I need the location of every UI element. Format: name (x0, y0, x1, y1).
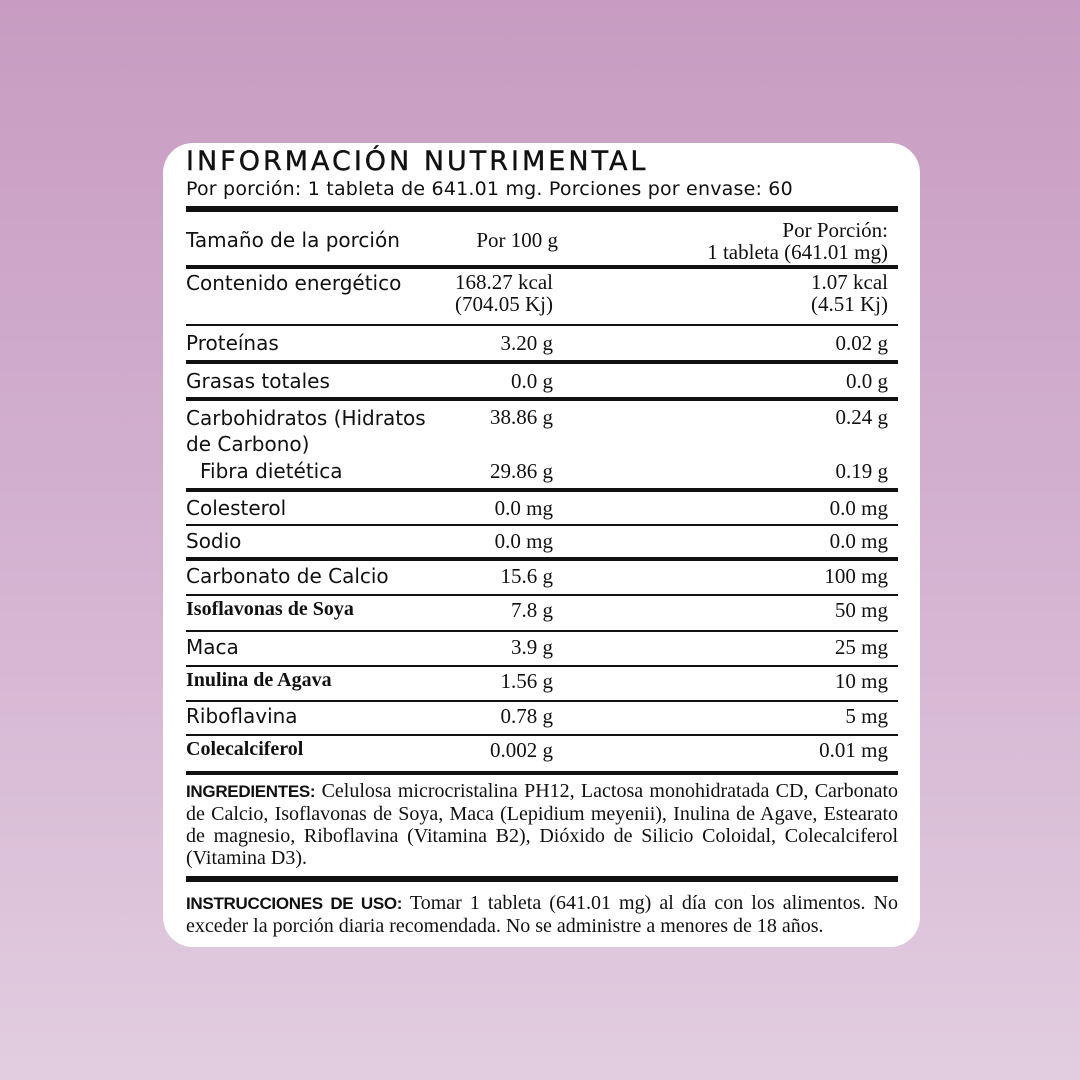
row-portion: 0.0 mg (829, 496, 888, 520)
row-name: Sodio (186, 529, 242, 553)
row-per100: 0.0 mg (494, 496, 553, 520)
row-portion (811, 271, 888, 315)
carbs-name-line2: de Carbono) (186, 432, 310, 456)
row-portion: 25 mg (834, 635, 888, 659)
row-per100: 3.20 g (500, 331, 553, 355)
header-per-portion-line2: 1 tableta (641.01 mg) (707, 240, 888, 264)
label-subtitle: Por porción: 1 tableta de 641.01 mg. Porciones por envase: 60 (186, 178, 793, 200)
row-portion: 5 mg (845, 704, 888, 728)
row-portion: 0.0 mg (829, 529, 888, 553)
ingredients-paragraph (186, 780, 898, 869)
header-portion-size: Tamaño de la porción (186, 228, 400, 252)
table-header (186, 218, 888, 268)
row-per100: 0.002 g (490, 738, 553, 762)
header-per-portion-line1: Por Porción: (782, 218, 888, 242)
energy-kcal-portion: 1.07 kcal (811, 270, 888, 294)
row-portion: 0.01 mg (819, 738, 888, 762)
row-name (186, 405, 426, 457)
header-per-100g: Por 100 g (476, 228, 558, 252)
ingredients-label: INGREDIENTES: (186, 782, 316, 801)
thin-rule (186, 665, 898, 667)
nutrition-label-card (163, 143, 920, 947)
thin-rule (186, 734, 898, 736)
row-name: Colecalciferol (186, 738, 304, 760)
instructions-paragraph (186, 892, 898, 937)
row-portion: 0.24 g (835, 405, 888, 429)
thin-rule (186, 524, 898, 526)
table-row (186, 405, 888, 455)
row-per100: 15.6 g (500, 564, 553, 588)
thin-rule (186, 324, 898, 326)
row-name: Fibra dietética (200, 459, 343, 483)
row-portion: 50 mg (834, 598, 888, 622)
thick-rule (186, 265, 898, 269)
thin-rule (186, 630, 898, 632)
thick-rule (186, 397, 898, 401)
row-portion: 10 mg (834, 669, 888, 693)
row-name: Riboflavina (186, 704, 298, 728)
ingredients-text: Celulosa microcristalina PH12, Lactosa monohidratada CD, Carbonato de Calcio, Isoflavonas de Soya, Maca (Lepidium meyenii), Inulina de Agave, Estearato de magnesio, Riboflavina (Vitamina B2), Dióxido de Silicio Coloidal, Colecalciferol (Vitamina D3). (186, 780, 898, 869)
row-portion: 0.19 g (835, 459, 888, 483)
row-portion: 100 mg (824, 564, 888, 588)
row-per100: 0.0 mg (494, 529, 553, 553)
thick-rule (186, 360, 898, 364)
thick-rule (186, 557, 898, 561)
row-name: Proteínas (186, 331, 279, 355)
instructions-label: INSTRUCCIONES DE USO: (186, 894, 403, 913)
energy-kj-portion: (4.51 Kj) (811, 292, 888, 316)
thick-rule (186, 488, 898, 492)
thick-rule (186, 206, 898, 212)
row-name: Isoflavonas de Soya (186, 598, 354, 620)
row-per100 (455, 271, 553, 315)
carbs-name-line1: Carbohidratos (Hidratos (186, 406, 426, 430)
row-name: Colesterol (186, 496, 287, 520)
row-name: Maca (186, 635, 239, 659)
thin-rule (186, 594, 898, 596)
row-name: Contenido energético (186, 271, 402, 295)
row-per100: 0.78 g (500, 704, 553, 728)
row-per100: 29.86 g (490, 459, 553, 483)
instructions-text: Tomar 1 tableta (641.01 mg) al día con los alimentos. No exceder la porción diaria recomendada. No se administre a menores de 18 años. (186, 892, 898, 937)
header-per-portion (707, 219, 888, 263)
row-per100: 1.56 g (500, 669, 553, 693)
table-row (186, 271, 888, 321)
row-name: Inulina de Agava (186, 669, 332, 691)
energy-kcal-100: 168.27 kcal (455, 270, 553, 294)
energy-kj-100: (704.05 Kj) (455, 292, 553, 316)
row-name: Carbonato de Calcio (186, 564, 389, 588)
label-title: INFORMACIÓN NUTRIMENTAL (186, 146, 649, 177)
row-name: Grasas totales (186, 369, 330, 393)
thick-rule (186, 771, 898, 775)
row-portion: 0.0 g (846, 369, 888, 393)
thick-rule (186, 876, 898, 882)
thin-rule (186, 700, 898, 702)
row-per100: 3.9 g (511, 635, 553, 659)
row-per100: 38.86 g (490, 405, 553, 429)
row-portion: 0.02 g (835, 331, 888, 355)
row-per100: 7.8 g (511, 598, 553, 622)
row-per100: 0.0 g (511, 369, 553, 393)
